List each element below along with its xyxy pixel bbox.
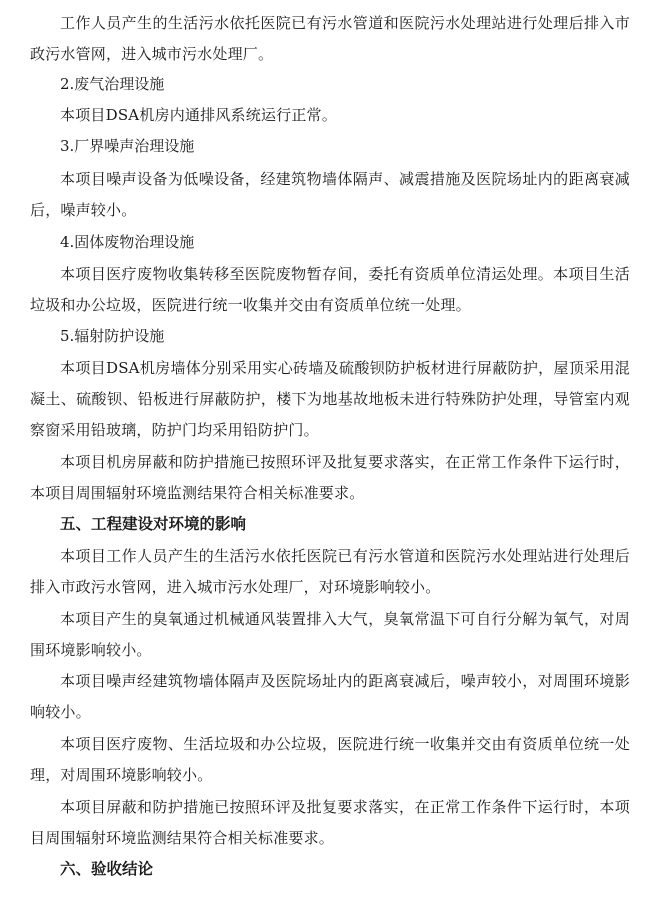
paragraph-impact-ozone: 本项目产生的臭氧通过机械通风装置排入大气，臭氧常温下可自行分解为氧气，对周围环境影响较小。: [30, 610, 630, 659]
heading-radiation: 5.辐射防护设施: [60, 327, 165, 345]
paragraph-wastewater: 工作人员产生的生活污水依托医院已有污水管道和医院污水处理站进行处理后排入市政污水管网，进入城市污水处理厂。: [30, 14, 630, 63]
section-title-environmental-impact: 五、工程建设对环境的影响: [60, 515, 247, 533]
paragraph-impact-noise: 本项目噪声经建筑物墙体隔声及医院场址内的距离衰减后，噪声较小，对周围环境影响较小。: [30, 672, 630, 721]
paragraph-impact-radiation: 本项目屏蔽和防护措施已按照环评及批复要求落实，在正常工作条件下运行时，本项目周围辐射环境监测结果符合相关标准要求。: [30, 798, 630, 847]
paragraph-radiation-compliance: 本项目机房屏蔽和防护措施已按照环评及批复要求落实，在正常工作条件下运行时，本项目周围辐射环境监测结果符合相关标准要求。: [30, 453, 630, 502]
paragraph-radiation-measures: 本项目DSA机房墙体分别采用实心砖墙及硫酸钡防护板材进行屏蔽防护，屋顶采用混凝土、硫酸钡、铅板进行屏蔽防护，楼下为地基故地板未进行特殊防护处理，导管室内观察窗采用铅玻璃，防护门均采用铅防护门。: [30, 359, 630, 439]
section-title-conclusion: 六、验收结论: [60, 860, 154, 878]
paragraph-waste-gas: 本项目DSA机房内通排风系统运行正常。: [60, 106, 337, 124]
heading-solid-waste: 4.固体废物治理设施: [60, 233, 195, 251]
paragraph-solid-waste: 本项目医疗废物收集转移至医院废物暂存间，委托有资质单位清运处理。本项目生活垃圾和办公垃圾，医院进行统一收集并交由有资质单位统一处理。: [30, 265, 630, 314]
paragraph-impact-waste: 本项目医疗废物、生活垃圾和办公垃圾，医院进行统一收集并交由有资质单位统一处理，对周围环境影响较小。: [30, 735, 630, 784]
heading-waste-gas: 2.废气治理设施: [60, 75, 165, 93]
heading-noise: 3.厂界噪声治理设施: [60, 137, 195, 155]
paragraph-impact-water: 本项目工作人员产生的生活污水依托医院已有污水管道和医院污水处理站进行处理后排入市政污水管网，进入城市污水处理厂，对环境影响较小。: [30, 547, 630, 596]
paragraph-noise: 本项目噪声设备为低噪设备，经建筑物墙体隔声、减震措施及医院场址内的距离衰减后，噪声较小。: [30, 170, 630, 219]
